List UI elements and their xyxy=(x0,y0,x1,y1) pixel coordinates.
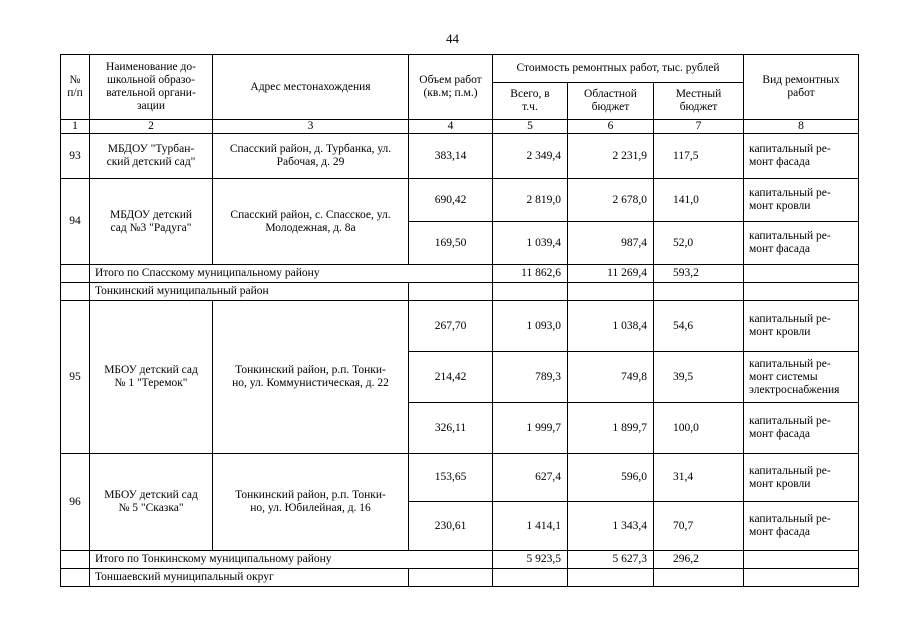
cost-total: 789,3 xyxy=(493,352,568,403)
cost-total: 1 093,0 xyxy=(493,301,568,352)
cost-regional: 1 038,4 xyxy=(568,301,654,352)
cost-local: 593,2 xyxy=(654,265,744,283)
address: Тонкинский район, р.п. Тонки- но, ул. Юбилейная, д. 16 xyxy=(213,454,409,551)
row-num: 93 xyxy=(61,134,90,179)
total-label: Итого по Спасскому муниципальному району xyxy=(90,265,493,283)
column-number: 4 xyxy=(409,120,493,134)
header-total: Всего, в т.ч. xyxy=(493,83,568,120)
section-label: Тонкинский муниципальный район xyxy=(90,283,409,301)
cost-total: 11 862,6 xyxy=(493,265,568,283)
address: Тонкинский район, р.п. Тонки- но, ул. Коммунистическая, д. 22 xyxy=(213,301,409,454)
header-row-1 xyxy=(61,55,859,83)
address: Спасский район, д. Турбанка, ул. Рабочая, д. 29 xyxy=(213,134,409,179)
cost-total: 2 349,4 xyxy=(493,134,568,179)
column-number: 2 xyxy=(90,120,213,134)
volume: 690,42 xyxy=(409,179,493,222)
cost-regional: 749,8 xyxy=(568,352,654,403)
table-row xyxy=(61,454,859,502)
volume: 230,61 xyxy=(409,502,493,551)
work-type: капитальный ре- монт кровли xyxy=(744,179,859,222)
cost-total: 1 999,7 xyxy=(493,403,568,454)
cost-regional: 596,0 xyxy=(568,454,654,502)
cost-total: 5 923,5 xyxy=(493,551,568,569)
table-row xyxy=(61,134,859,179)
cost-regional: 11 269,4 xyxy=(568,265,654,283)
work-type: капитальный ре- монт фасада xyxy=(744,222,859,265)
cost-local: 141,0 xyxy=(654,179,744,222)
page-number: 44 xyxy=(446,31,459,46)
header-cost-group: Стоимость ремонтных работ, тыс. рублей xyxy=(493,55,744,83)
header-local: Местный бюджет xyxy=(654,83,744,120)
cost-local: 39,5 xyxy=(654,352,744,403)
total-label: Итого по Тонкинскому муниципальному району xyxy=(90,551,493,569)
work-type: капитальный ре- монт фасада xyxy=(744,502,859,551)
cost-regional: 2 678,0 xyxy=(568,179,654,222)
org-name: МБДОУ "Турбан- ский детский сад" xyxy=(90,134,213,179)
table-row xyxy=(61,179,859,222)
cost-total: 1 414,1 xyxy=(493,502,568,551)
section-label: Тоншаевский муниципальный округ xyxy=(90,569,409,587)
repair-works-table xyxy=(60,54,859,587)
section-row xyxy=(61,569,859,587)
column-number: 5 xyxy=(493,120,568,134)
volume: 267,70 xyxy=(409,301,493,352)
cost-regional: 2 231,9 xyxy=(568,134,654,179)
row-num: 96 xyxy=(61,454,90,551)
header-name: Наименование до- школьной образо- вательной органи- зации xyxy=(90,55,213,120)
column-number: 7 xyxy=(654,120,744,134)
cost-local: 31,4 xyxy=(654,454,744,502)
address: Спасский район, с. Спасское, ул. Молодежная, д. 8а xyxy=(213,179,409,265)
cost-regional: 1 899,7 xyxy=(568,403,654,454)
cost-local: 52,0 xyxy=(654,222,744,265)
work-type: капитальный ре- монт кровли xyxy=(744,301,859,352)
cost-local: 100,0 xyxy=(654,403,744,454)
column-number: 1 xyxy=(61,120,90,134)
volume: 169,50 xyxy=(409,222,493,265)
total-row xyxy=(61,551,859,569)
cost-total: 2 819,0 xyxy=(493,179,568,222)
cost-local: 296,2 xyxy=(654,551,744,569)
cost-regional: 5 627,3 xyxy=(568,551,654,569)
org-name: МБДОУ детский сад №3 "Радуга" xyxy=(90,179,213,265)
header-volume: Объем работ (кв.м; п.м.) xyxy=(409,55,493,120)
volume: 153,65 xyxy=(409,454,493,502)
work-type: капитальный ре- монт системы электроснабжения xyxy=(744,352,859,403)
work-type: капитальный ре- монт фасада xyxy=(744,403,859,454)
org-name: МБОУ детский сад № 5 "Сказка" xyxy=(90,454,213,551)
header-work-type: Вид ремонтных работ xyxy=(744,55,859,120)
cost-local: 70,7 xyxy=(654,502,744,551)
column-number: 8 xyxy=(744,120,859,134)
volume: 214,42 xyxy=(409,352,493,403)
cost-local: 54,6 xyxy=(654,301,744,352)
row-num: 94 xyxy=(61,179,90,265)
column-numbers-row xyxy=(61,120,859,134)
section-row xyxy=(61,283,859,301)
cost-total: 627,4 xyxy=(493,454,568,502)
cost-local: 117,5 xyxy=(654,134,744,179)
cost-regional: 987,4 xyxy=(568,222,654,265)
org-name: МБОУ детский сад № 1 "Теремок" xyxy=(90,301,213,454)
column-number: 6 xyxy=(568,120,654,134)
work-type: капитальный ре- монт фасада xyxy=(744,134,859,179)
column-number: 3 xyxy=(213,120,409,134)
header-num: № п/п xyxy=(61,55,90,120)
work-type: капитальный ре- монт кровли xyxy=(744,454,859,502)
cost-total: 1 039,4 xyxy=(493,222,568,265)
header-address: Адрес местонахождения xyxy=(213,55,409,120)
header-regional: Областной бюджет xyxy=(568,83,654,120)
row-num: 95 xyxy=(61,301,90,454)
volume: 326,11 xyxy=(409,403,493,454)
table-row xyxy=(61,301,859,352)
volume: 383,14 xyxy=(409,134,493,179)
total-row xyxy=(61,265,859,283)
cost-regional: 1 343,4 xyxy=(568,502,654,551)
